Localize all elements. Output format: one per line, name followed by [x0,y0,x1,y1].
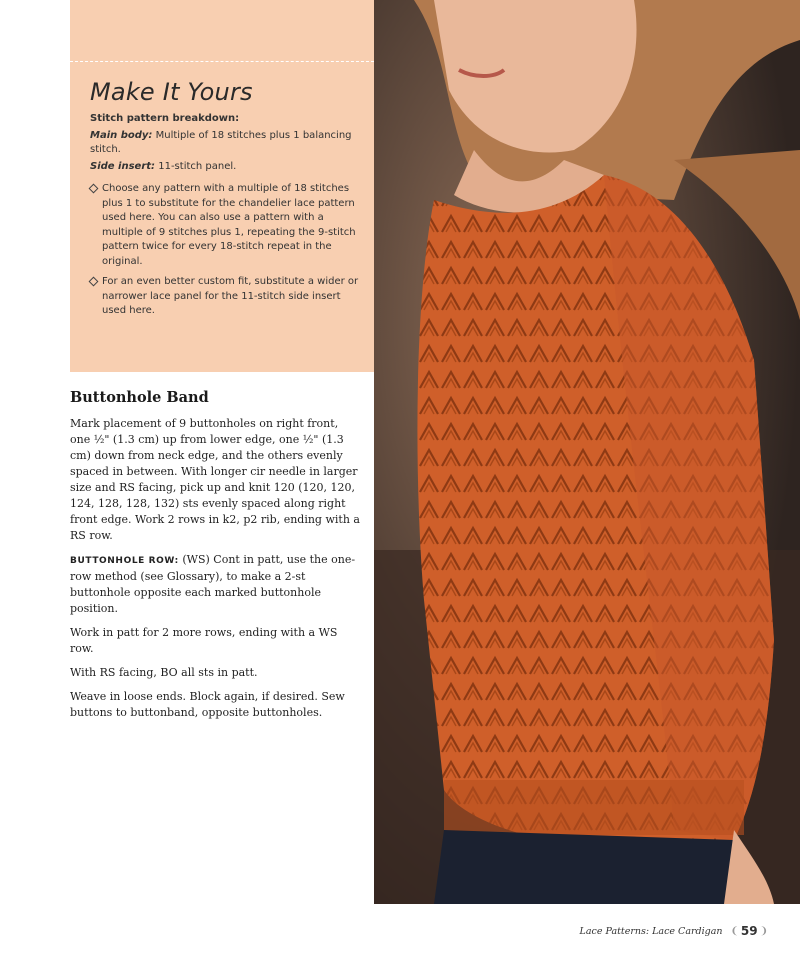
main-body-line [90,129,360,158]
page-number-block [731,924,768,938]
buttonhole-row-label: BUTTONHOLE ROW: [70,556,179,566]
section-heading: Buttonhole Band [70,389,209,406]
running-title: Lace Patterns: Lace Cardigan [579,925,723,937]
instructions-paragraph: Work in patt for 2 more rows, ending with a WS row. [70,626,338,655]
side-insert-text: 11-stitch panel. [155,160,237,172]
buttonhole-row-text: (WS) Cont in patt, use the one-row method (see Glossary), to make a 2-st buttonhole opposite each marked buttonhole position. [70,553,356,615]
tips-list [90,182,360,319]
sidebar-title: Make It Yours [90,78,253,106]
main-body-text: Multiple of 18 stitches plus 1 balancing stitch. [90,129,352,155]
tip-item [90,182,360,269]
tip-text: For an even better custom fit, substitute a wider or narrower lace panel for the 11-stitch side insert used here. [102,276,359,316]
sidebar-body [90,112,360,325]
page-footer [580,924,768,938]
instructions-paragraph: Weave in loose ends. Block again, if desired. Sew buttons to buttonband, opposite buttonholes. [70,690,345,719]
make-it-yours-sidebar [70,0,374,372]
sidebar-subtitle: Stitch pattern breakdown: [90,113,240,124]
navy-skirt [434,830,754,904]
ribbed-hem [444,780,744,835]
buttonhole-row-paragraph [70,552,360,617]
instructions-section [70,390,360,729]
main-body-label: Main body: [90,129,153,141]
laurel-left-icon: ❨ [730,925,739,937]
page-number: 59 [740,924,758,938]
tip-text: Choose any pattern with a multiple of 18 stitches plus 1 to substitute for the chandelier lace pattern used here. You can also use a pattern with a multiple of 9 stitches plus 1, repeating the 9-stitch pattern twice for every 18-stitch repeat in the original. [102,183,356,267]
diamond-bullet-icon [89,277,99,287]
instructions-paragraph: With RS facing, BO all sts in patt. [70,666,258,679]
dashed-divider [70,61,374,62]
sweater-photo [374,0,800,904]
side-insert-line [90,160,360,175]
side-insert-label: Side insert: [90,160,156,172]
instructions-paragraph: Mark placement of 9 buttonholes on right front, one ½" (1.3 cm) up from lower edge, one ½" (1.3 cm) down from neck edge, and the others evenly spaced in between. With longer cir needle in larger size and RS facing, pick up and knit 120 (120, 120, 124, 128, 128, 132) sts evenly spaced along right front edge. Work 2 rows in k2, p2 rib, ending with a RS row. [70,417,360,542]
diamond-bullet-icon [89,184,99,194]
tip-item [90,275,360,319]
laurel-right-icon: ❩ [759,925,768,937]
photo-illustration [374,0,800,904]
